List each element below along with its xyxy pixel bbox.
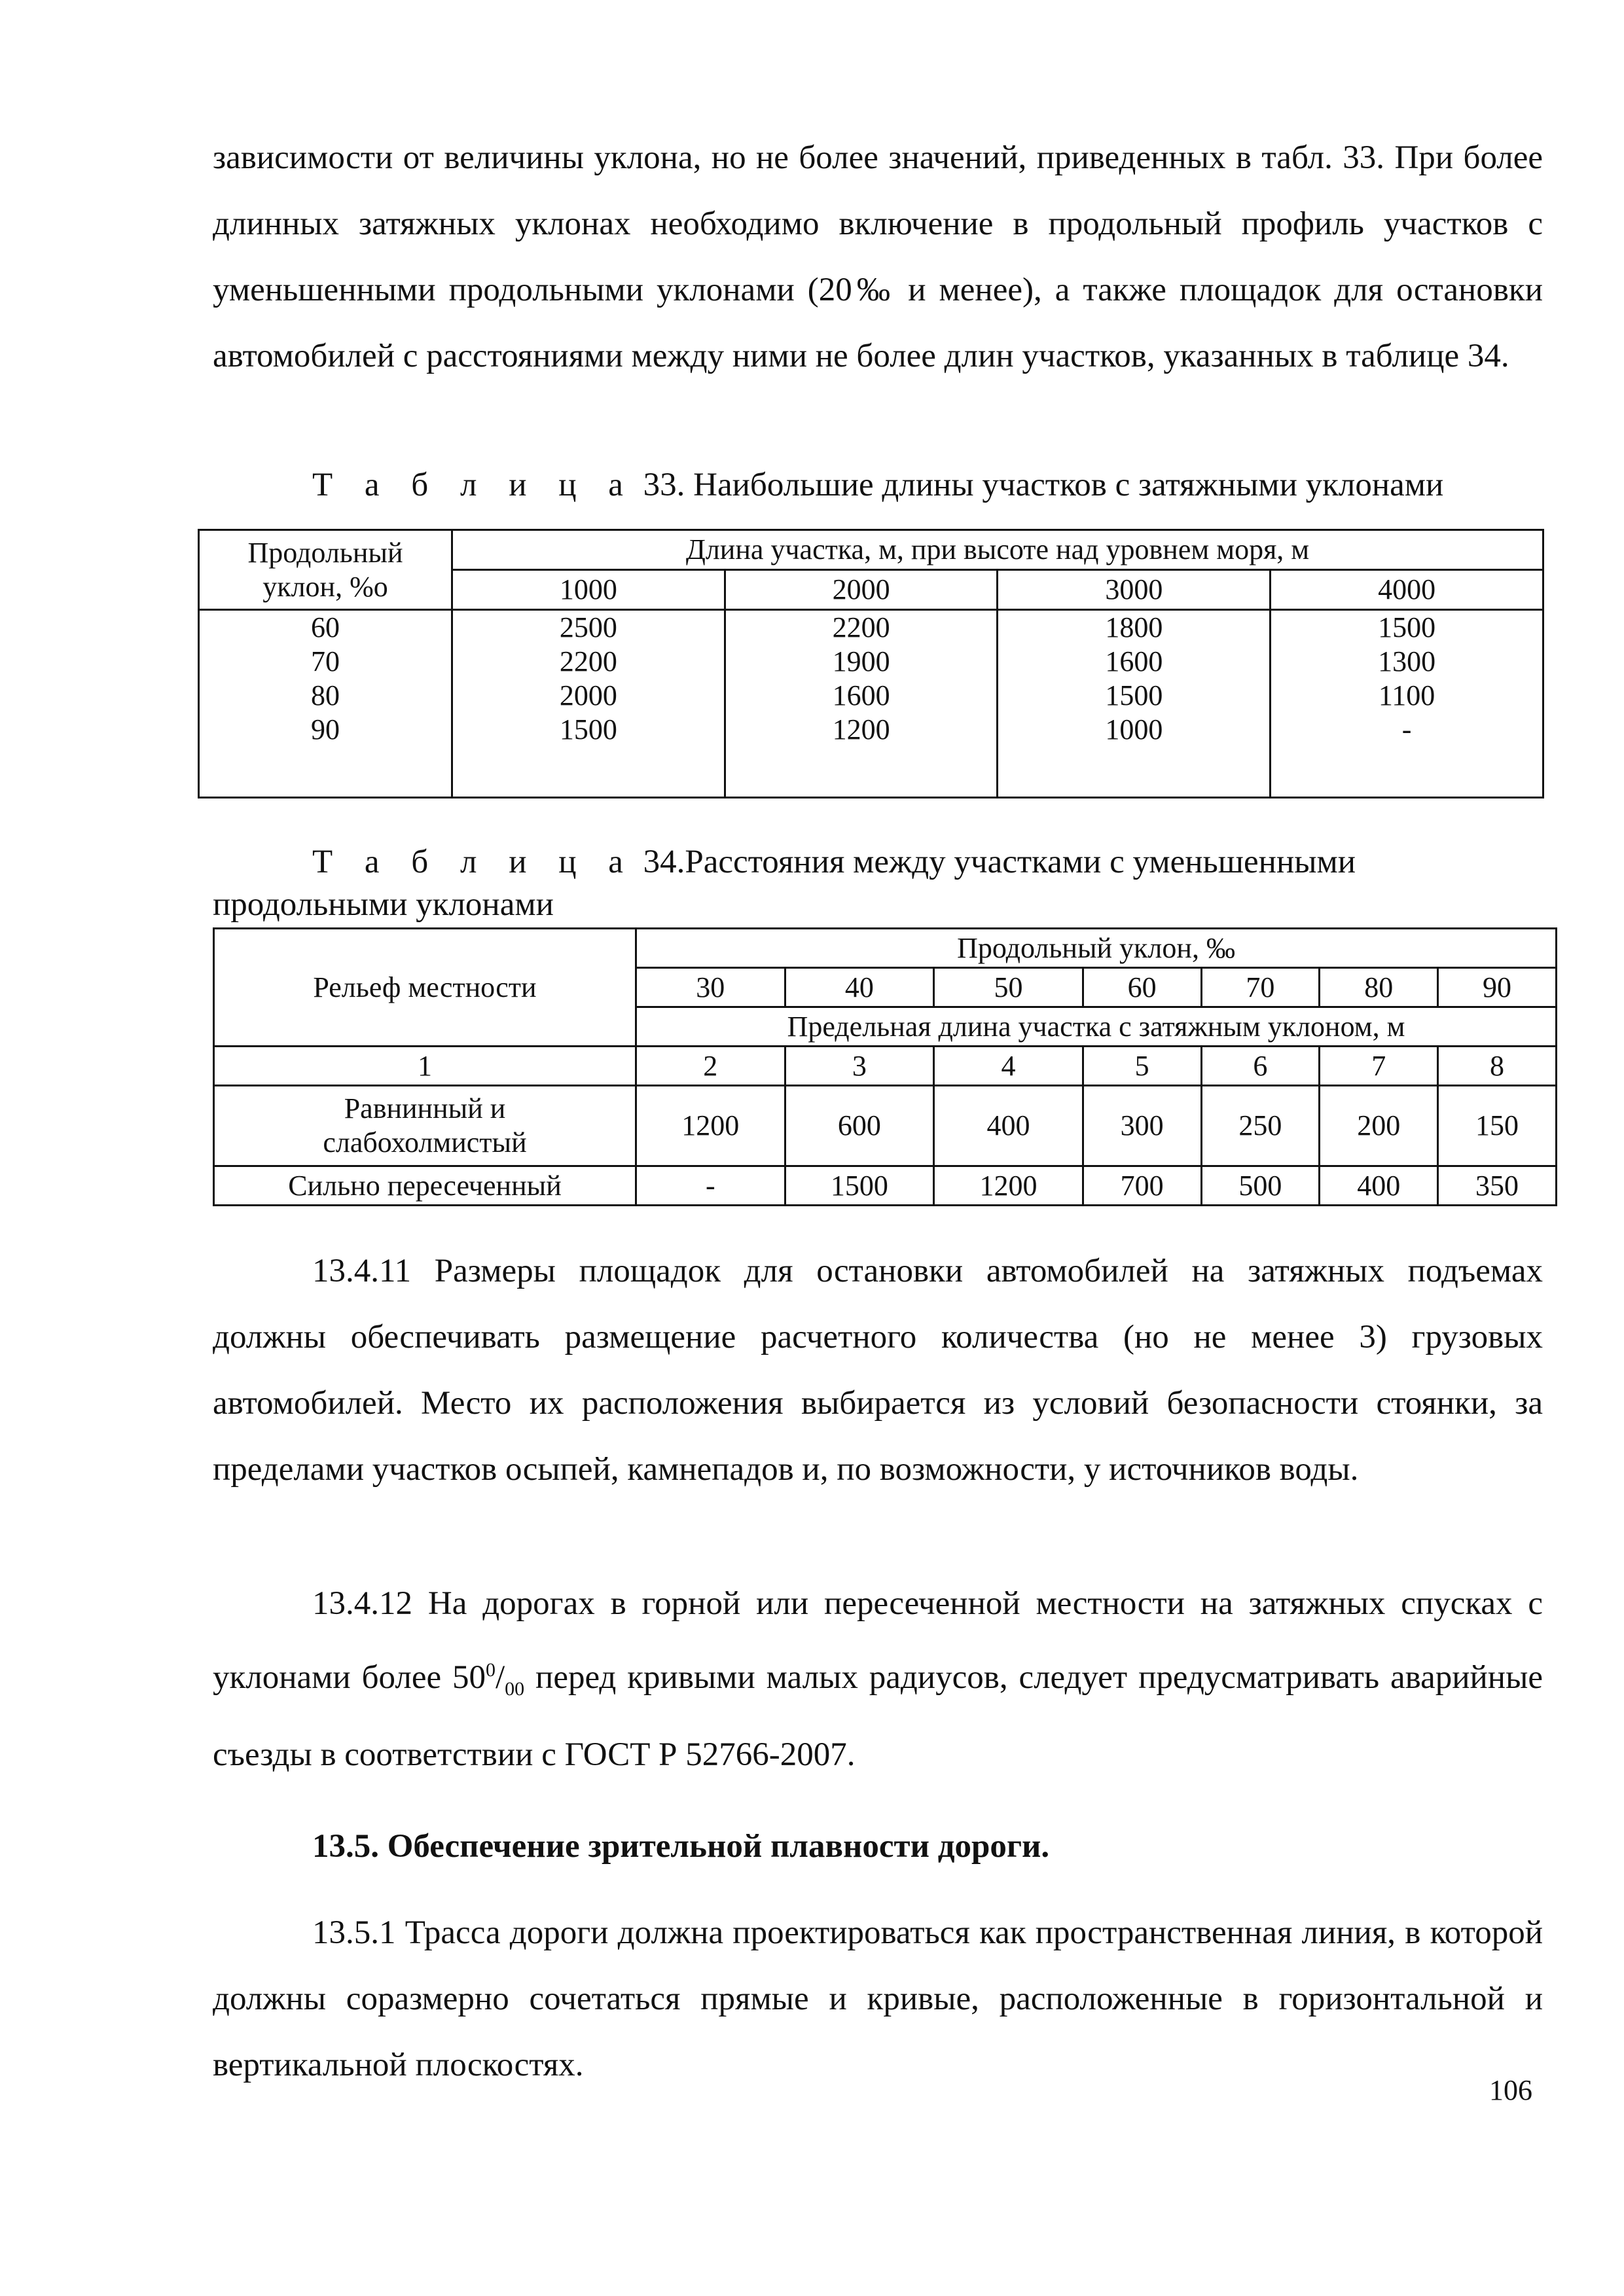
table-34 xyxy=(213,927,1557,1206)
table34-slope-header: 90 xyxy=(1438,968,1557,1007)
table33-slope-header: Продольный уклон, %о xyxy=(199,530,452,610)
table33-slope-column: 60 70 80 90 xyxy=(199,610,452,798)
table34-cell: 1200 xyxy=(934,1166,1083,1206)
table34-col-number: 7 xyxy=(1320,1047,1438,1086)
table34-caption-text: 34.Расстояния между участками с уменьшенными xyxy=(634,844,1356,880)
section-heading-13-5: 13.5. Обеспечение зрительной плавности дороги. xyxy=(312,1828,1050,1865)
table34-row-label: Сильно пересеченный xyxy=(214,1166,636,1206)
paragraph-13-4-11: 13.4.11 Размеры площадок для остановки автомобилей на затяжных подъемах должны обеспечивать размещение расчетного количества (но не менее 3) грузовых автомобилей. Место их расположения выбирается из условий безопасности стоянки, за пределами участков осыпей, камнепадов и, по возможности, у источников воды. xyxy=(213,1253,1543,1488)
table33-group-header: Длина участка, м, при высоте над уровнем моря, м xyxy=(452,530,1543,570)
table33-alt-header: 1000 xyxy=(452,570,725,610)
table34-terrain-header: Рельеф местности xyxy=(214,929,636,1047)
table34-cell: 1200 xyxy=(636,1086,785,1166)
table33-caption xyxy=(312,465,1443,505)
page-number: 106 xyxy=(1489,2074,1532,2106)
table34-col-number: 8 xyxy=(1438,1047,1557,1086)
table34-slope-header: 60 xyxy=(1083,968,1201,1007)
table34-limit-header: Предельная длина участка с затяжным уклоном, м xyxy=(636,1007,1557,1047)
table34-caption xyxy=(312,842,1356,882)
paragraph-13-5-1: 13.5.1 Трасса дороги должна проектироваться как пространственная линия, в которой должны соразмерно сочетаться прямые и кривые, расположенные в горизонтальной и вертикальной плоскостях. xyxy=(213,1914,1543,2083)
table34-cell: 150 xyxy=(1438,1086,1557,1166)
table34-col-number: 1 xyxy=(214,1047,636,1086)
table34-slope-header: 50 xyxy=(934,968,1083,1007)
table34-cell: 500 xyxy=(1201,1166,1320,1206)
table33-col-4000: 1500 1300 1100 - xyxy=(1271,610,1543,798)
table34-col-number: 3 xyxy=(785,1047,934,1086)
table34-cell: 700 xyxy=(1083,1166,1201,1206)
table34-col-number: 2 xyxy=(636,1047,785,1086)
table33-alt-header: 2000 xyxy=(725,570,998,610)
table-33 xyxy=(198,529,1544,798)
table34-cell: 200 xyxy=(1320,1086,1438,1166)
table33-col-2000: 2200 1900 1600 1200 xyxy=(725,610,998,798)
table34-slope-header: 30 xyxy=(636,968,785,1007)
table33-caption-label: Т а б л и ц а xyxy=(312,467,635,503)
table34-cell: 300 xyxy=(1083,1086,1201,1166)
table34-caption-line2: продольными уклонами xyxy=(213,886,554,923)
table34-slope-header: 40 xyxy=(785,968,934,1007)
table33-col-3000: 1800 1600 1500 1000 xyxy=(998,610,1271,798)
table34-slope-group-header: Продольный уклон, ‰ xyxy=(636,929,1557,968)
table33-caption-text: 33. Наибольшие длины участков с затяжными уклонами xyxy=(634,467,1444,503)
table33-alt-header: 3000 xyxy=(998,570,1271,610)
table34-cell: 350 xyxy=(1438,1166,1557,1206)
table34-row-label: Равнинный и слабохолмистый xyxy=(214,1086,636,1166)
intro-paragraph: зависимости от величины уклона, но не более значений, приведенных в табл. 33. При более длинных затяжных уклонах необходимо включение в продольный профиль участков с уменьшенными продольными уклонами (20‰ и менее), а также площадок для остановки автомобилей с расстояниями между ними не более длин участков, указанных в таблице 34. xyxy=(213,139,1543,374)
table34-col-number: 4 xyxy=(934,1047,1083,1086)
table33-alt-header: 4000 xyxy=(1271,570,1543,610)
table34-cell: 400 xyxy=(934,1086,1083,1166)
table34-cell: 250 xyxy=(1201,1086,1320,1166)
table34-cell: 1500 xyxy=(785,1166,934,1206)
paragraph-13-4-12: 13.4.12 На дорогах в горной или пересеченной местности на затяжных спусках с уклонами более $50^0/_{00}$ перед кривыми малых радиусов, следует предусматривать аварийные съезды в соответствии с ГОСТ Р 52766-2007. xyxy=(213,1585,1543,1774)
table34-slope-header: 80 xyxy=(1320,968,1438,1007)
table34-cell: 400 xyxy=(1320,1166,1438,1206)
table34-cell: 600 xyxy=(785,1086,934,1166)
table34-caption-label: Т а б л и ц а xyxy=(312,844,635,880)
table34-cell: - xyxy=(636,1166,785,1206)
table34-col-number: 5 xyxy=(1083,1047,1201,1086)
table34-col-number: 6 xyxy=(1201,1047,1320,1086)
table33-col-1000: 2500 2200 2000 1500 xyxy=(452,610,725,798)
table34-slope-header: 70 xyxy=(1201,968,1320,1007)
